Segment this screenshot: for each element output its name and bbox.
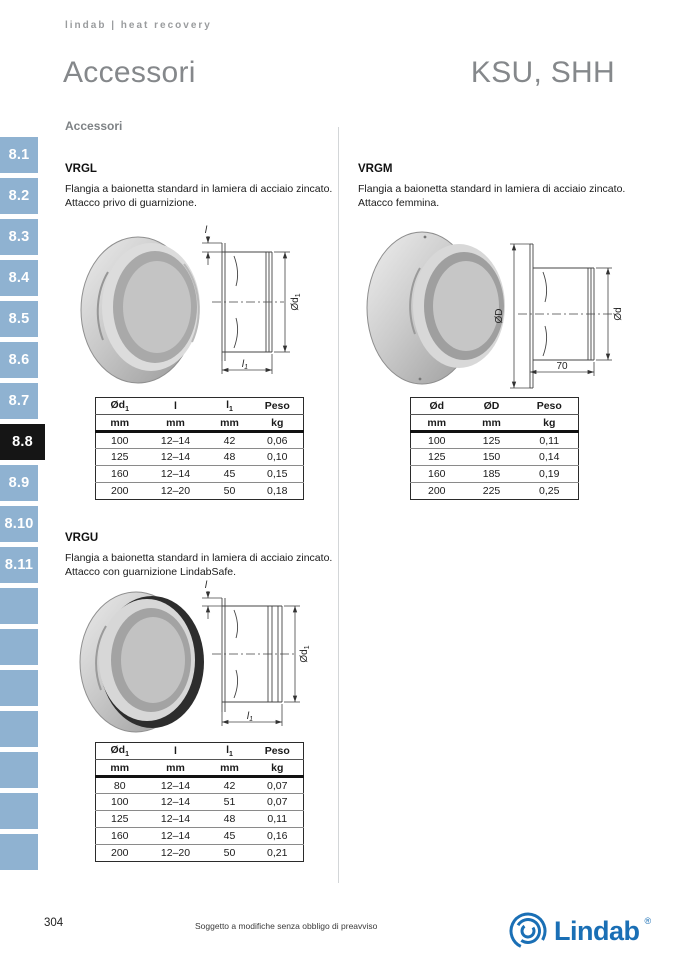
col-header: Ød (411, 398, 463, 415)
sidebar-tab-8.3[interactable]: 8.3 (0, 219, 38, 255)
lindab-logo-icon (507, 910, 549, 952)
table-cell: 0,21 (267, 847, 288, 859)
product-description-vrgu: Flangia a baionetta standard in lamiera di acciaio zincato. Attacco con guarnizione LindabSafe. (65, 552, 333, 578)
table-row (96, 777, 304, 794)
sidebar-tab-8.9[interactable]: 8.9 (0, 465, 38, 501)
table-cell: 100 (96, 432, 144, 449)
vrgl-spec-table (95, 397, 304, 500)
table-cell: 0,11 (521, 432, 579, 449)
sidebar-tab-8.11[interactable]: 8.11 (0, 547, 38, 583)
table-row (96, 828, 304, 845)
col-header: Peso (252, 398, 304, 415)
product-name-vrgm: VRGM (358, 163, 393, 175)
unit-cell: mm (144, 415, 208, 432)
col-header: ØD (463, 398, 521, 415)
unit-cell: mm (208, 415, 252, 432)
table-header-row (96, 398, 304, 415)
product-codes-title: KSU, SHH (470, 56, 615, 89)
col-header: Peso (521, 398, 579, 415)
vrgu-dimension-lines (202, 591, 300, 726)
table-cell: 160 (411, 466, 463, 483)
table-cell: 160 (96, 828, 144, 845)
table-header-row (411, 398, 579, 415)
table-cell: 12–14 (144, 811, 208, 828)
table-cell: 12–20 (160, 847, 191, 859)
product-block-vrgu (65, 532, 337, 579)
unit-cell: mm (208, 760, 252, 777)
page-number: 304 (44, 917, 64, 929)
brand-header: lindab | heat recovery (65, 20, 212, 31)
vrgm-dim-label-od: Ød (613, 307, 624, 321)
vrgm-dim-label-OD: ØD (494, 308, 505, 324)
table-cell: 12–14 (144, 449, 208, 466)
product-block-vrgl (65, 163, 337, 210)
table-cell: 100 (411, 432, 463, 449)
table-cell: 42 (208, 777, 252, 794)
table-cell: 150 (463, 449, 521, 466)
col-header: $l_1$ (208, 398, 252, 415)
unit-cell: kg (252, 760, 304, 777)
table-units-row (96, 415, 304, 432)
table-row (96, 794, 304, 811)
unit-cell: kg (521, 415, 579, 432)
vrgu-spec-table (95, 742, 304, 862)
table-cell: 125 (411, 449, 463, 466)
table-cell: 0,16 (252, 828, 304, 845)
table-units-row (411, 415, 579, 432)
vrgl-dimension-lines (202, 236, 290, 374)
table-cell: 0,06 (252, 432, 304, 449)
table-cell: 48 (208, 449, 252, 466)
table-row (96, 845, 304, 862)
vrgu-dim-label-od1: $Ød_1$ (299, 645, 311, 663)
registered-mark: ® (644, 916, 652, 926)
table-cell: 12–14 (144, 432, 208, 449)
sidebar-tab-8.8[interactable]: 8.8 (0, 424, 45, 460)
table-row (411, 483, 579, 500)
table-header-row (96, 743, 304, 760)
unit-cell: mm (144, 760, 208, 777)
table-cell: 100 (96, 794, 144, 811)
sidebar-tab-empty (0, 711, 38, 747)
vrgu-technical-drawing (72, 578, 312, 746)
table-cell: 0,14 (521, 449, 579, 466)
product-block-vrgm (358, 163, 658, 210)
product-description-vrgl: Flangia a baionetta standard in lamiera di acciaio zincato. Attacco privo di guarnizione. (65, 183, 333, 209)
page-title: Accessori (63, 56, 196, 89)
footer-disclaimer: Soggetto a modifiche senza obbligo di preavviso (195, 921, 378, 931)
sidebar-tab-8.6[interactable]: 8.6 (0, 342, 38, 378)
col-header: $l_1$ (208, 743, 252, 760)
unit-cell: kg (252, 415, 304, 432)
vrgm-dim-label-70: 70 (556, 361, 568, 372)
table-cell: 200 (110, 485, 129, 497)
table-row (411, 449, 579, 466)
col-header: l (144, 743, 208, 760)
table-cell: 51 (208, 794, 252, 811)
table-cell: 12–14 (144, 777, 208, 794)
product-description-vrgm: Flangia a baionetta standard in lamiera di acciaio zincato. Attacco femmina. (358, 183, 626, 209)
table-cell: 45 (208, 828, 252, 845)
sidebar-tab-empty (0, 588, 38, 624)
table-cell: 12–20 (160, 485, 191, 497)
sidebar-tab-empty (0, 793, 38, 829)
vrgl-dim-label-l: l (204, 225, 208, 236)
table-cell: 45 (208, 466, 252, 483)
table-cell: 80 (96, 777, 144, 794)
table-cell: 0,07 (252, 794, 304, 811)
table-cell: 0,07 (252, 777, 304, 794)
table-cell: 225 (482, 485, 501, 497)
lindab-logo-text: Lindab (554, 915, 640, 946)
table-cell: 0,15 (252, 466, 304, 483)
lindab-logo (507, 910, 651, 952)
table-cell: 0,25 (539, 485, 560, 497)
sidebar-tab-8.2[interactable]: 8.2 (0, 178, 38, 214)
table-cell: 185 (463, 466, 521, 483)
table-row (411, 466, 579, 483)
sidebar-tab-8.10[interactable]: 8.10 (0, 506, 38, 542)
section-heading: Accessori (65, 119, 123, 133)
sidebar-tab-8.5[interactable]: 8.5 (0, 301, 38, 337)
vrgl-dim-label-l1: $l_1$ (241, 359, 249, 371)
table-row (96, 466, 304, 483)
table-cell: 12–14 (144, 828, 208, 845)
sidebar-tab-empty (0, 629, 38, 665)
vrgm-technical-drawing (362, 220, 632, 395)
vrgl-product-photo (81, 237, 200, 383)
table-row (96, 483, 304, 500)
col-header: l (144, 398, 208, 415)
table-cell: 125 (96, 811, 144, 828)
sidebar (0, 137, 50, 875)
vrgm-spec-table (410, 397, 579, 500)
unit-cell: mm (96, 760, 144, 777)
vrgl-technical-drawing (72, 222, 312, 392)
table-cell: 50 (223, 847, 236, 859)
table-cell: 125 (96, 449, 144, 466)
col-header: $Ød_1$ (96, 398, 144, 415)
table-cell: 0,18 (267, 485, 288, 497)
sidebar-tab-empty (0, 752, 38, 788)
vrgu-dim-label-l: l (204, 580, 208, 591)
table-cell: 48 (208, 811, 252, 828)
product-name-vrgu: VRGU (65, 532, 99, 544)
table-row (96, 449, 304, 466)
table-cell: 0,19 (521, 466, 579, 483)
table-row (96, 432, 304, 449)
unit-cell: mm (463, 415, 521, 432)
vrgu-dim-label-l1: $l_1$ (246, 711, 254, 723)
table-cell: 160 (96, 466, 144, 483)
sidebar-tab-8.7[interactable]: 8.7 (0, 383, 38, 419)
product-name-vrgl: VRGL (65, 163, 97, 175)
sidebar-tab-empty (0, 834, 38, 870)
sidebar-tab-8.1[interactable]: 8.1 (0, 137, 38, 173)
table-units-row (96, 760, 304, 777)
table-cell: 42 (208, 432, 252, 449)
sidebar-tab-8.4[interactable]: 8.4 (0, 260, 38, 296)
table-cell: 50 (223, 485, 236, 497)
table-cell: 125 (463, 432, 521, 449)
table-cell: 200 (427, 485, 446, 497)
vrgm-product-photo (367, 232, 505, 384)
vrgu-section-profile (212, 598, 294, 712)
table-row (411, 432, 579, 449)
table-row (96, 811, 304, 828)
table-cell: 12–14 (144, 466, 208, 483)
unit-cell: mm (96, 415, 144, 432)
col-header: Peso (252, 743, 304, 760)
sidebar-tab-empty (0, 670, 38, 706)
table-cell: 0,10 (252, 449, 304, 466)
vrgu-product-photo (80, 592, 204, 732)
table-cell: 200 (110, 847, 129, 859)
col-header: $Ød_1$ (96, 743, 144, 760)
table-cell: 12–14 (144, 794, 208, 811)
table-cell: 0,11 (252, 811, 304, 828)
unit-cell: mm (411, 415, 463, 432)
vrgl-section-profile (212, 243, 284, 361)
vrgl-dim-label-od1: $Ød_1$ (290, 293, 302, 311)
column-divider (338, 127, 339, 883)
